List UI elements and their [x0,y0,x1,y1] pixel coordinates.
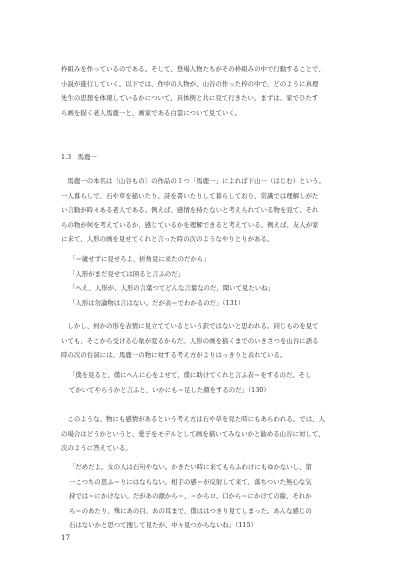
text-line: 先生の思想を体現しているかについて、具体例と共に見て行きたい。まずは、家でひたす [61,94,319,102]
quote-block-3 [69,460,357,533]
quote-line: 「僕を見ると、僕にへんに心をよせて、僕に助けてくれと言ふ表＝をするのだ。そし [69,371,312,379]
text-line: らの物が何を考えているか、感じているかを理解できると考えている。例えば、友人が家 [61,220,319,229]
quote-line: ら＝のあたり、殊にあの目、あの耳まで、僕ははつきり見てしまった。あんな感じの [69,506,312,515]
text-line: い言動が時々ある老人である。例えば、感情を持たないと考えられている物を見て、それ [61,206,319,214]
quote-line: 「だめだよ。女の人は石句やない。かきたい時に来てもらふわけにもゆかないし、第 [69,463,312,471]
text-line: ら画を描く老人馬鹿一と、画家である白雲について見ていく。 [61,108,242,117]
intro-paragraph [61,62,355,120]
text-line: 次のように答えている。 [61,444,132,452]
text-line: このような、物にも感情があるという考え方は石や草を見た時にもあらわれる。では、人 [67,415,326,423]
text-line: に来て、人形の画を見せてくれと言った時の次のようなやりとりがある。 [61,235,274,243]
text-line: 馬鹿一の本名は〔山谷もの〕の作品の１つ「馬鹿一」によれば下山一（はじむ）という。 [67,177,326,185]
quote-line: 一こつちの思ふ＝りにはならない。相手の感＝が反射して来て、落ちついた無心な気 [69,477,312,486]
text-line: いても、そこから受ける心象が変るからだ。人形の画を描くまでのいきさつを山谷に語る [61,336,319,345]
quote-line: 「人形は勿論物は言はない。だが表＝でわかるのだ」（131） [69,298,245,307]
text-line: 枠組みを作っているのである。そして、登場人物たちがその枠組みの中で行動することで、 [61,65,325,73]
text-line: 時の次の台詞には、馬鹿一の物に対する考え方がよりはっきりと表れている。 [61,351,287,359]
section-heading: 1.3 馬鹿一 [61,153,97,161]
body-paragraph-3 [61,412,355,456]
quote-line: 「＝歳せずに見せろよ、折角見に来たのだから」 [69,255,210,263]
quote-line: てかいてやらうかと言ふと、いかにも＝足した顔をするのだ」（130） [69,385,270,394]
quote-line: 「へえ、人形が、人形の言葉つてどんな言葉なのだ、聞いて見たいね」 [69,284,274,293]
quote-block-1 [69,252,357,310]
page-number: 17 [61,534,70,542]
body-paragraph-2 [61,319,355,363]
quote-line: 「人形がまだ見せては困ると言ふのだ」 [69,269,185,278]
text-line: 小説が進行していく。以下では、作中の人物が、山谷の作った枠の中で、どのように真理 [61,79,319,88]
text-line: 一人暮らしで、石や草を描いたり、詩を書いたりして暮らしており、常識では理解しがた [61,191,319,200]
quote-line: 石はないかと思つて捜して見たが、中々見つからないね」（115） [69,521,257,530]
text-line: しかし、何かの形を表情に見立てているという訳ではないと思われる。同じものを見て [67,322,319,330]
quote-block-2 [69,368,357,397]
body-paragraph-1 [61,174,355,247]
quote-line: 持では＝にかけない。だがあの顔から＝、＝からロ、口から＝にかけての線、それか [69,492,312,501]
text-line: の場合はどうかというと、愛子をモデルとして画を描いてみないかと勧める山谷に対して、 [61,429,325,438]
